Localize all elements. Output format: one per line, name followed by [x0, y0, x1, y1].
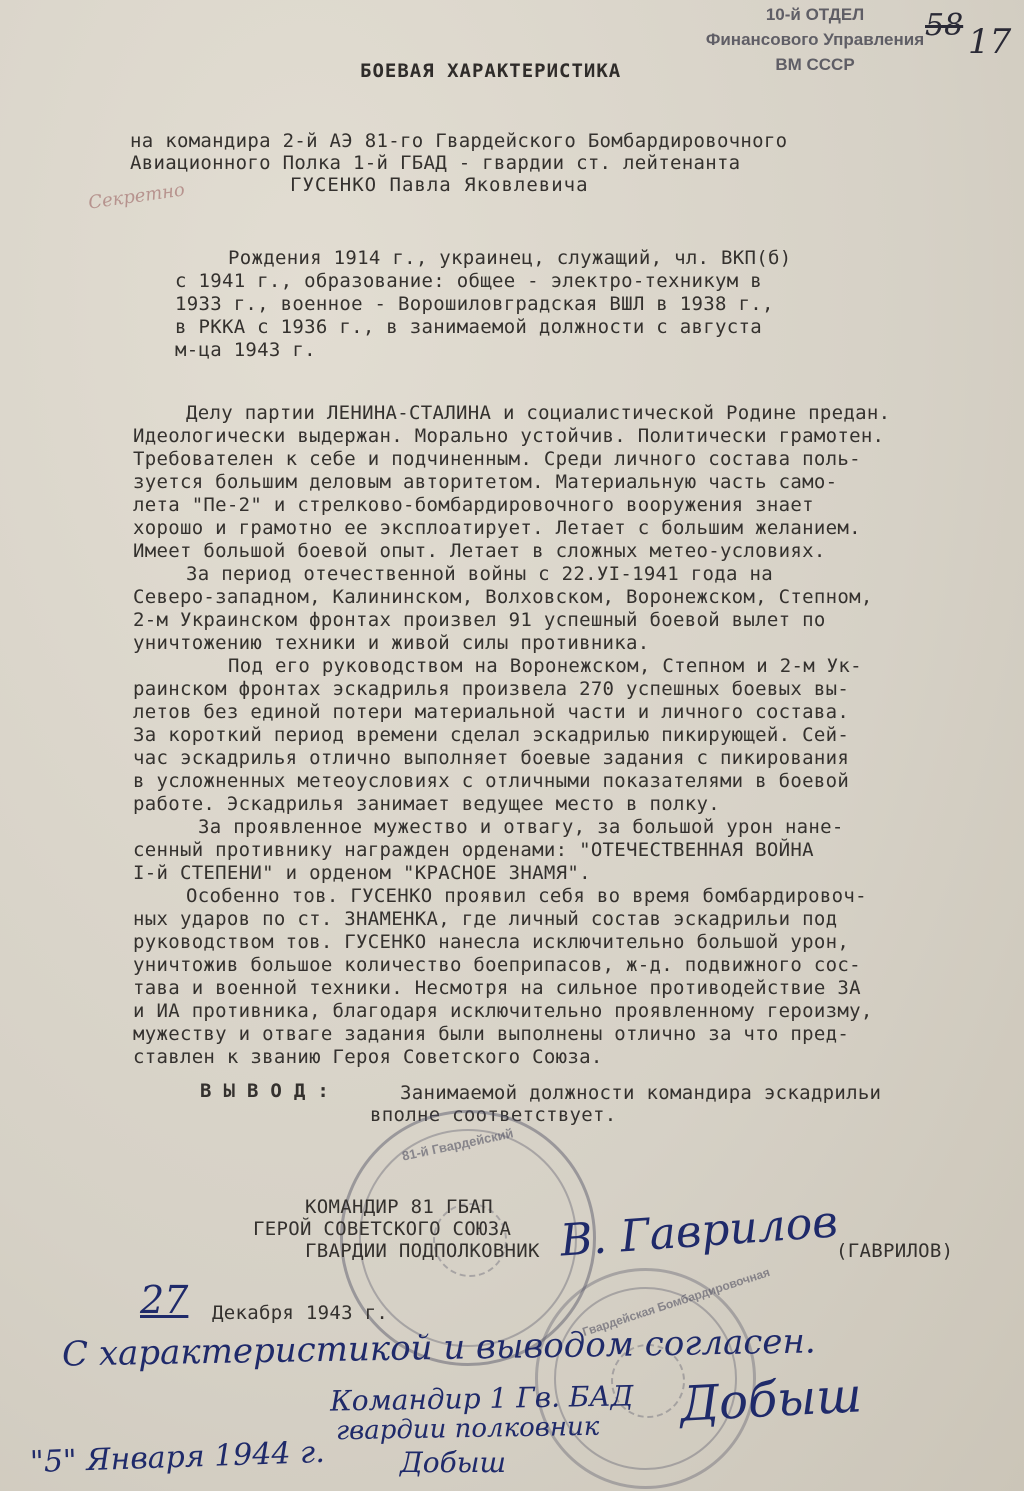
endorsement-name: Добыш — [400, 1446, 507, 1479]
conclusion-line-1: Занимаемой должности командира эскадрильи — [400, 1082, 882, 1104]
signature-line-2: ГЕРОЙ СОВЕТСКОГО СОЮЗА — [253, 1218, 512, 1240]
archive-stamp-line2: Финансового Управления — [705, 30, 925, 49]
archive-stamp — [690, 2, 940, 86]
archive-stamp-line3: ВМ СССР — [775, 55, 855, 74]
body-line: хорошо и грамотно ее эксплоатирует. Летает с большим желанием. — [133, 517, 861, 539]
document-title: БОЕВАЯ ХАРАКТЕРИСТИКА — [360, 60, 622, 82]
date-text: Декабря 1943 г. — [212, 1302, 389, 1324]
signature-line-1: КОМАНДИР 81 ГБАП — [305, 1196, 493, 1218]
endorsement-line-2: Командир 1 Гв. БАД — [329, 1379, 634, 1418]
body-line: час эскадрилья отлично выполняет боевые задания с пикирования — [133, 747, 850, 769]
body-line: раинском фронтах эскадрилья произвела 270 успешных боевых вы- — [133, 678, 850, 700]
body-line: и ИА противника, благодаря исключительно проявленному героизму, — [133, 1000, 873, 1022]
body-line: летов без единой потери материальной части и личного состава. — [133, 701, 850, 723]
bio-line-2: с 1941 г., образование: общее - электро-техникум в — [175, 270, 762, 292]
date-day-handwritten: 27 — [140, 1278, 189, 1322]
conclusion-line-2: вполне соответствует. — [370, 1104, 617, 1126]
bio-line-5: м-ца 1943 г. — [175, 339, 316, 361]
body-line: I-й СТЕПЕНИ" и орденом "КРАСНОЕ ЗНАМЯ". — [133, 862, 591, 884]
endorsement-date: "5" Января 1944 г. — [29, 1434, 326, 1481]
body-line: работе. Эскадрилья занимает ведущее место в полку. — [133, 793, 720, 815]
seal2-text: Гвардейская Бомбардировочная — [580, 1265, 772, 1339]
body-line: мужеству и отваге задания были выполнены отлично за что пред- — [133, 1023, 850, 1045]
body-line: ных ударов по ст. ЗНАМЕНКА, где личный состав эскадрильи под — [133, 908, 838, 930]
endorsement-signature: Добыш — [678, 1367, 864, 1433]
body-line: лета "Пе-2" и стрелково-бомбардировочного вооружения знает — [133, 494, 814, 516]
signature-line-3: ГВАРДИИ ПОДПОЛКОВНИК — [305, 1240, 540, 1262]
body-line: Особенно тов. ГУСЕНКО проявил себя во время бомбардировоч- — [186, 885, 867, 907]
body-line: Идеологически выдержан. Морально устойчив. Политически грамотен. — [133, 425, 885, 447]
body-line: уничтожению техники и живой силы противника. — [133, 632, 650, 654]
bio-line-1: Рождения 1914 г., украинец, служащий, чл. ВКП(б) — [228, 247, 792, 269]
pencil-mark: Секретно — [87, 179, 187, 214]
subject-line-3: ГУСЕНКО Павла Яковлевича — [290, 174, 589, 196]
conclusion-label: В Ы В О Д : — [200, 1080, 330, 1102]
archive-number-crossed: 58 — [925, 8, 964, 43]
body-line: За короткий период времени сделал эскадрилью пикирующей. Сей- — [133, 724, 850, 746]
body-line: зуется большим деловым авторитетом. Материальную часть само- — [133, 471, 838, 493]
subject-line-1: на командира 2-й АЭ 81-го Гвардейского Бомбардировочного — [130, 130, 788, 152]
body-line: Делу партии ЛЕНИНА-СТАЛИНА и социалистической Родине предан. — [186, 402, 891, 424]
bio-line-4: в РККА с 1936 г., в занимаемой должности с августа — [175, 316, 762, 338]
body-line: За период отечественной войны с 22.УI-1941 года на — [186, 563, 773, 585]
body-line: Северо-западном, Калининском, Волховском, Воронежском, Степном, — [133, 586, 873, 608]
seal1-text: 81-й Гвардейский — [400, 1125, 515, 1164]
subject-line-2: Авиационного Полка 1-й ГБАД - гвардии ст. лейтенанта — [130, 152, 741, 174]
body-line: Требователен к себе и подчиненным. Среди личного состава поль- — [133, 448, 861, 470]
body-line: Под его руководством на Воронежском, Степном и 2-м Ук- — [228, 655, 862, 677]
endorsement-line-1: С характеристикой и выводом согласен. — [61, 1321, 817, 1375]
body-line: руководством тов. ГУСЕНКО нанесла исключительно большой урон, — [133, 931, 850, 953]
body-line: в усложненных метеоусловиях с отличными показателями в боевой — [133, 770, 850, 792]
archive-number-current: 17 — [968, 22, 1012, 62]
body-line: 2-м Украинском фронтах произвел 91 успешный боевой вылет по — [133, 609, 826, 631]
body-line: уничтожив большое количество боеприпасов, ж-д. подвижного сос- — [133, 954, 861, 976]
body-line: тава и военной техники. Несмотря на сильное противодействие ЗА — [133, 977, 861, 999]
archive-stamp-line1: 10-й ОТДЕЛ — [765, 5, 865, 24]
body-line: За проявленное мужество и отвагу, за большой урон нане- — [198, 816, 844, 838]
signatory-name: (ГАВРИЛОВ) — [836, 1240, 954, 1262]
endorsement-line-3: гвардии полковник — [335, 1411, 600, 1447]
body-line: сенный противнику награжден орденами: "ОТЕЧЕСТВЕННАЯ ВОЙНА — [133, 839, 814, 861]
body-line: ставлен к званию Героя Советского Союза. — [133, 1046, 603, 1068]
bio-line-3: 1933 г., военное - Ворошиловградская ВШЛ в 1938 г., — [175, 293, 774, 315]
body-line: Имеет большой боевой опыт. Летает в сложных метео-условиях. — [133, 540, 826, 562]
handwritten-signature: В. Гаврилов — [558, 1196, 840, 1267]
